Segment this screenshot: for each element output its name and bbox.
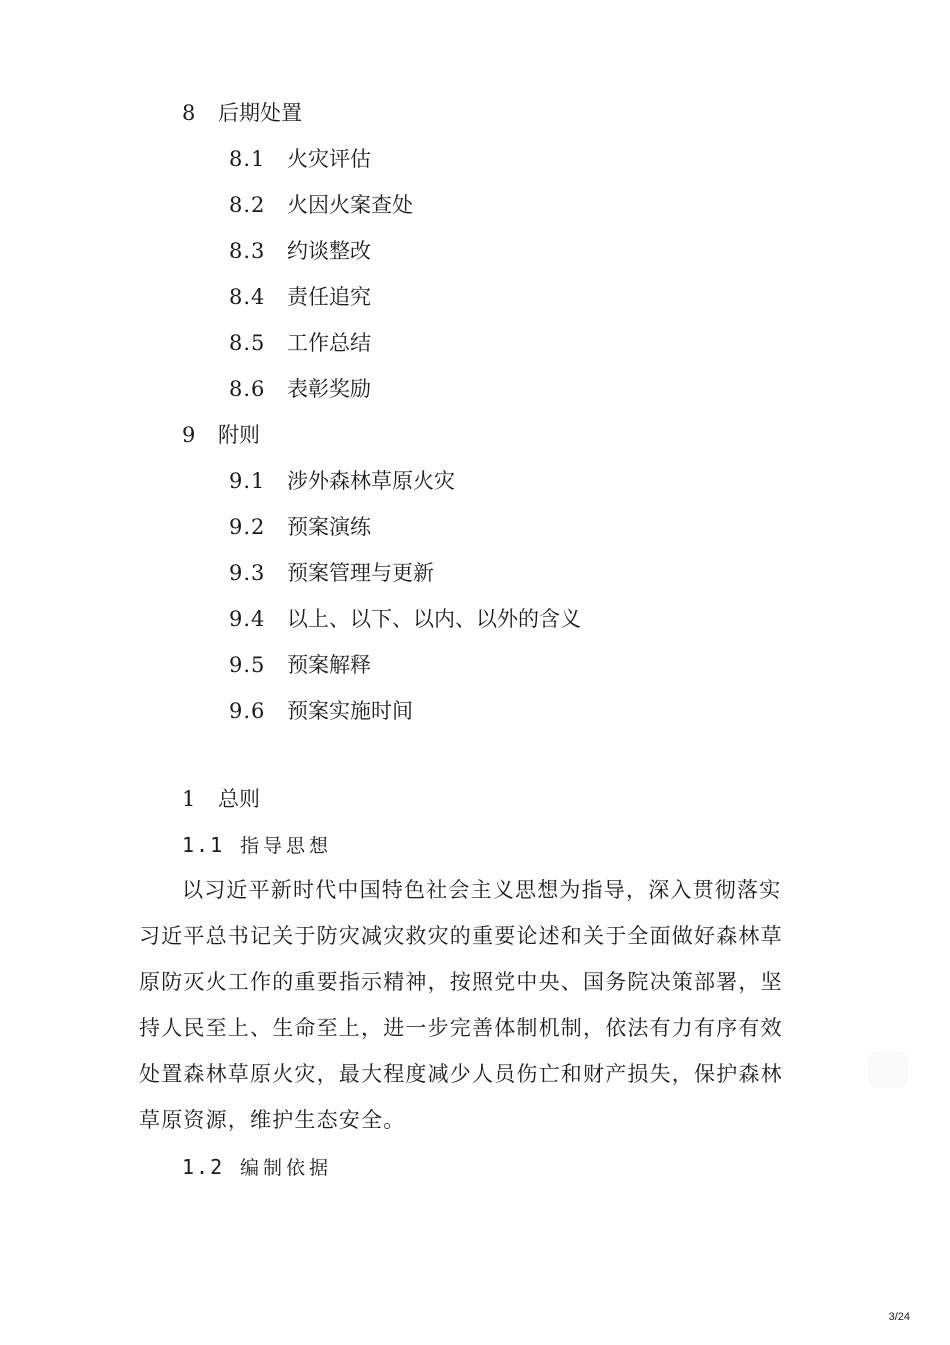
toc-number: 8.5	[229, 331, 266, 355]
toc-item[interactable]	[229, 237, 371, 265]
toc-number: 9.5	[229, 653, 266, 677]
subsection-title: 编制依据	[240, 1157, 333, 1179]
toc-item[interactable]	[229, 513, 371, 541]
toc-number: 8	[182, 101, 197, 125]
toc-title: 约谈整改	[287, 239, 371, 263]
faint-overlay-mark	[868, 1052, 908, 1088]
toc-item[interactable]	[182, 421, 260, 449]
toc-item[interactable]	[229, 375, 371, 403]
paragraph-line: 原防灭火工作的重要指示精神，按照党中央、国务院决策部署，坚	[139, 970, 783, 994]
toc-number: 8.6	[229, 377, 266, 401]
toc-item[interactable]	[229, 145, 371, 173]
toc-title: 火灾评估	[287, 147, 371, 171]
subsection-title: 指导思想	[240, 835, 333, 857]
section-number: 1	[182, 787, 197, 811]
paragraph-line: 以习近平新时代中国特色社会主义思想为指导，深入贯彻落实	[182, 878, 782, 902]
toc-item[interactable]	[229, 283, 371, 311]
toc-item[interactable]	[229, 467, 455, 495]
toc-title: 后期处置	[218, 101, 302, 125]
toc-item[interactable]	[229, 697, 413, 725]
toc-number: 9.3	[229, 561, 266, 585]
toc-title: 涉外森林草原火灾	[287, 469, 455, 493]
paragraph-line: 持人民至上、生命至上，进一步完善体制机制，依法有力有序有效	[139, 1016, 783, 1040]
page-number: 3/24	[888, 1311, 910, 1323]
subsection-heading	[182, 831, 332, 860]
toc-item[interactable]	[229, 559, 434, 587]
toc-item[interactable]	[229, 651, 371, 679]
toc-number: 8.4	[229, 285, 266, 309]
toc-number: 8.3	[229, 239, 266, 263]
toc-title: 预案解释	[287, 653, 371, 677]
toc-title: 责任追究	[287, 285, 371, 309]
subsection-number: 1.2	[182, 1155, 225, 1179]
toc-number: 9.4	[229, 607, 266, 631]
subsection-number: 1.1	[182, 833, 225, 857]
toc-item[interactable]	[229, 605, 581, 633]
toc-item[interactable]	[229, 329, 371, 357]
toc-item[interactable]	[182, 99, 302, 127]
toc-title: 火因火案查处	[287, 193, 413, 217]
toc-item[interactable]	[229, 191, 413, 219]
section-title: 总则	[218, 787, 260, 811]
section-heading	[182, 785, 260, 813]
toc-title: 预案实施时间	[287, 699, 413, 723]
toc-number: 9.2	[229, 515, 266, 539]
toc-title: 表彰奖励	[287, 377, 371, 401]
toc-number: 9.6	[229, 699, 266, 723]
toc-title: 附则	[218, 423, 260, 447]
toc-number: 8.1	[229, 147, 266, 171]
toc-title: 预案演练	[287, 515, 371, 539]
toc-title: 预案管理与更新	[287, 561, 434, 585]
subsection-heading	[182, 1153, 332, 1182]
paragraph-line: 习近平总书记关于防灾减灾救灾的重要论述和关于全面做好森林草	[139, 924, 783, 948]
toc-title: 工作总结	[287, 331, 371, 355]
paragraph-line: 处置森林草原火灾，最大程度减少人员伤亡和财产损失，保护森林	[139, 1062, 783, 1086]
toc-number: 8.2	[229, 193, 266, 217]
toc-title: 以上、以下、以内、以外的含义	[287, 607, 581, 631]
toc-number: 9	[182, 423, 197, 447]
toc-number: 9.1	[229, 469, 266, 493]
paragraph-line: 草原资源，维护生态安全。	[139, 1108, 406, 1132]
